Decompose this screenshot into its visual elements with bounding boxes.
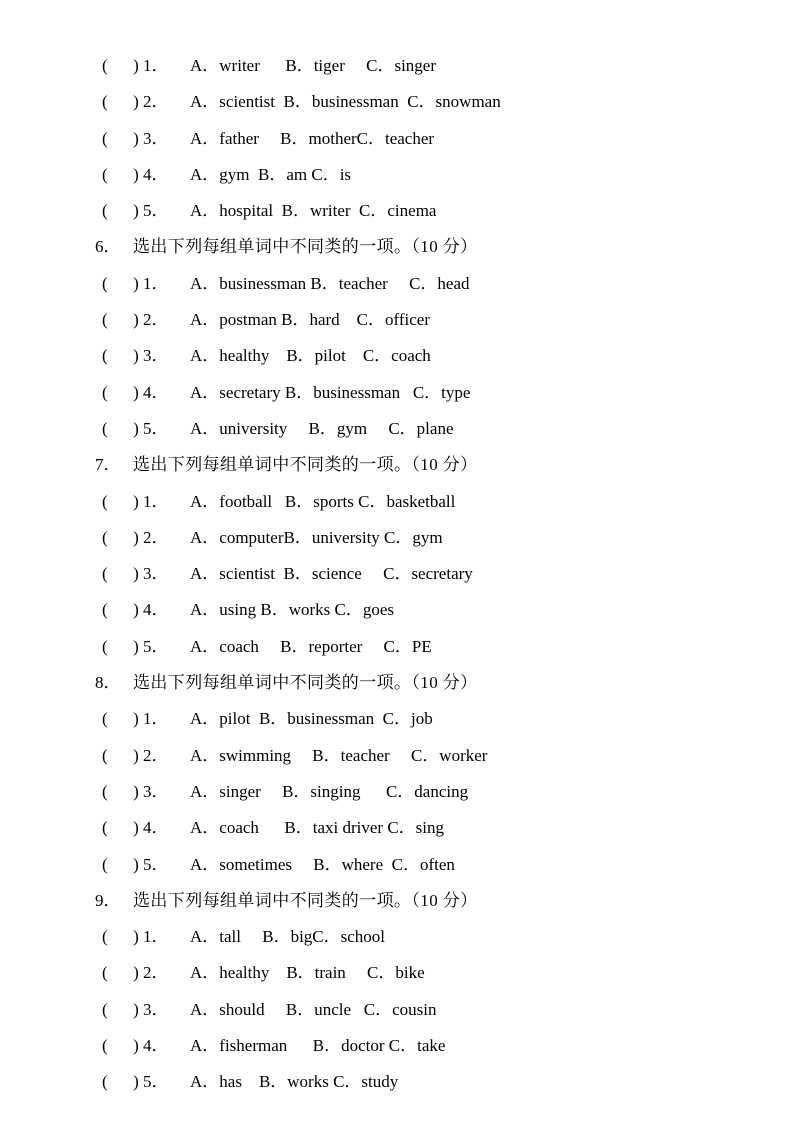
question-options: A．businessman B．teacher C．head bbox=[190, 273, 470, 293]
section-heading bbox=[0, 883, 794, 919]
answer-blank[interactable]: ( ) bbox=[102, 745, 139, 765]
question-number: 2． bbox=[143, 963, 169, 983]
question-number: 2． bbox=[143, 310, 169, 330]
question-options: A．should B．uncle C．cousin bbox=[190, 999, 437, 1019]
answer-blank[interactable]: ( ) bbox=[102, 564, 139, 584]
question-number: 1． bbox=[143, 709, 169, 729]
question-options: A．computerB．university C．gym bbox=[190, 527, 443, 547]
question-number: 3． bbox=[143, 999, 169, 1019]
question-row bbox=[0, 520, 794, 556]
answer-blank[interactable]: ( ) bbox=[102, 201, 139, 221]
section-instruction: 选出下列每组单词中不同类的一项。（10 分） bbox=[133, 673, 478, 693]
question-row bbox=[0, 484, 794, 520]
question-options: A．singer B．singing C．dancing bbox=[190, 781, 469, 801]
worksheet-page bbox=[0, 48, 794, 1101]
question-number: 4． bbox=[143, 600, 169, 620]
answer-blank[interactable]: ( ) bbox=[102, 382, 139, 402]
answer-blank[interactable]: ( ) bbox=[102, 927, 139, 947]
answer-blank[interactable]: ( ) bbox=[102, 128, 139, 148]
answer-blank[interactable]: ( ) bbox=[102, 999, 139, 1019]
question-options: A．sometimes B．where C．often bbox=[190, 854, 455, 874]
question-row bbox=[0, 193, 794, 229]
question-number: 4． bbox=[143, 818, 169, 838]
question-row bbox=[0, 157, 794, 193]
question-row bbox=[0, 411, 794, 447]
section-number: 8． bbox=[95, 673, 121, 693]
question-number: 1． bbox=[143, 56, 169, 75]
question-options: A．university B．gym C．plane bbox=[190, 418, 454, 438]
section-instruction: 选出下列每组单词中不同类的一项。（10 分） bbox=[133, 237, 478, 257]
question-number: 5． bbox=[143, 201, 169, 221]
answer-blank[interactable]: ( ) bbox=[102, 818, 139, 838]
question-number: 4． bbox=[143, 382, 169, 402]
question-number: 3． bbox=[143, 346, 169, 366]
question-row bbox=[0, 302, 794, 338]
question-options: A．has B．works C．study bbox=[190, 1072, 399, 1092]
question-number: 3． bbox=[143, 781, 169, 801]
question-row bbox=[0, 701, 794, 737]
answer-blank[interactable]: ( ) bbox=[102, 781, 139, 801]
answer-blank[interactable]: ( ) bbox=[102, 854, 139, 874]
section-heading bbox=[0, 229, 794, 265]
question-options: A．healthy B．pilot C．coach bbox=[190, 346, 431, 366]
question-options: A．tall B．bigC．school bbox=[190, 927, 386, 947]
answer-blank[interactable]: ( ) bbox=[102, 527, 139, 547]
answer-blank[interactable]: ( ) bbox=[102, 491, 139, 511]
question-options: A．scientist B．businessman C．snowman bbox=[190, 92, 501, 112]
question-options: A．father B．motherC．teacher bbox=[190, 128, 435, 148]
question-options: A．hospital B．writer C．cinema bbox=[190, 201, 437, 221]
question-row bbox=[0, 955, 794, 991]
question-number: 5． bbox=[143, 418, 169, 438]
question-number: 5． bbox=[143, 636, 169, 656]
question-number: 4． bbox=[143, 164, 169, 184]
answer-blank[interactable]: ( ) bbox=[102, 273, 139, 293]
answer-blank[interactable]: ( ) bbox=[102, 164, 139, 184]
question-number: 2． bbox=[143, 745, 169, 765]
question-options: A．secretary B．businessman C．type bbox=[190, 382, 471, 402]
section-number: 6． bbox=[95, 237, 121, 257]
question-options: A．postman B．hard C．officer bbox=[190, 310, 431, 330]
question-options: A．fisherman B．doctor C．take bbox=[190, 1036, 446, 1056]
question-row bbox=[0, 592, 794, 628]
question-row bbox=[0, 629, 794, 665]
question-options: A．healthy B．train C．bike bbox=[190, 963, 425, 983]
question-options: A．pilot B．businessman C．job bbox=[190, 709, 433, 729]
question-row bbox=[0, 266, 794, 302]
question-options: A．gym B．am C．is bbox=[190, 164, 352, 184]
question-row bbox=[0, 84, 794, 120]
question-number: 4． bbox=[143, 1036, 169, 1056]
question-row bbox=[0, 810, 794, 846]
question-options: A．scientist B．science C．secretary bbox=[190, 564, 473, 584]
answer-blank[interactable]: ( ) bbox=[102, 600, 139, 620]
section-instruction: 选出下列每组单词中不同类的一项。（10 分） bbox=[133, 455, 478, 475]
question-row bbox=[0, 48, 794, 84]
section-number: 7． bbox=[95, 455, 121, 475]
answer-blank[interactable]: ( ) bbox=[102, 418, 139, 438]
question-number: 2． bbox=[143, 527, 169, 547]
question-row bbox=[0, 738, 794, 774]
question-row bbox=[0, 1064, 794, 1100]
question-number: 1． bbox=[143, 927, 169, 947]
question-number: 3． bbox=[143, 128, 169, 148]
answer-blank[interactable]: ( ) bbox=[102, 92, 139, 112]
answer-blank[interactable]: ( ) bbox=[102, 346, 139, 366]
answer-blank[interactable]: ( ) bbox=[102, 636, 139, 656]
question-options: A．using B．works C．goes bbox=[190, 600, 395, 620]
section-heading bbox=[0, 665, 794, 701]
section-instruction: 选出下列每组单词中不同类的一项。（10 分） bbox=[133, 890, 478, 910]
question-row bbox=[0, 556, 794, 592]
question-row bbox=[0, 919, 794, 955]
question-options: A．coach B．reporter C．PE bbox=[190, 636, 432, 656]
answer-blank[interactable]: ( ) bbox=[102, 1072, 139, 1092]
question-number: 5． bbox=[143, 854, 169, 874]
question-options: A．coach B．taxi driver C．sing bbox=[190, 818, 445, 838]
question-row bbox=[0, 121, 794, 157]
question-number: 1． bbox=[143, 491, 169, 511]
question-row bbox=[0, 338, 794, 374]
question-options: A．swimming B．teacher C．worker bbox=[190, 745, 488, 765]
question-row bbox=[0, 774, 794, 810]
question-number: 2． bbox=[143, 92, 169, 112]
answer-blank[interactable]: ( ) bbox=[102, 310, 139, 330]
answer-blank[interactable]: ( ) bbox=[102, 56, 139, 75]
answer-blank[interactable]: ( ) bbox=[102, 709, 139, 729]
question-row bbox=[0, 992, 794, 1028]
question-number: 1． bbox=[143, 273, 169, 293]
question-row bbox=[0, 847, 794, 883]
answer-blank[interactable]: ( ) bbox=[102, 963, 139, 983]
question-row bbox=[0, 375, 794, 411]
section-number: 9． bbox=[95, 890, 121, 910]
answer-blank[interactable]: ( ) bbox=[102, 1036, 139, 1056]
question-row bbox=[0, 1028, 794, 1064]
question-options: A．football B．sports C．basketball bbox=[190, 491, 456, 511]
question-number: 3． bbox=[143, 564, 169, 584]
section-heading bbox=[0, 447, 794, 483]
question-number: 5． bbox=[143, 1072, 169, 1092]
question-options: A．writer B．tiger C．singer bbox=[190, 56, 436, 75]
